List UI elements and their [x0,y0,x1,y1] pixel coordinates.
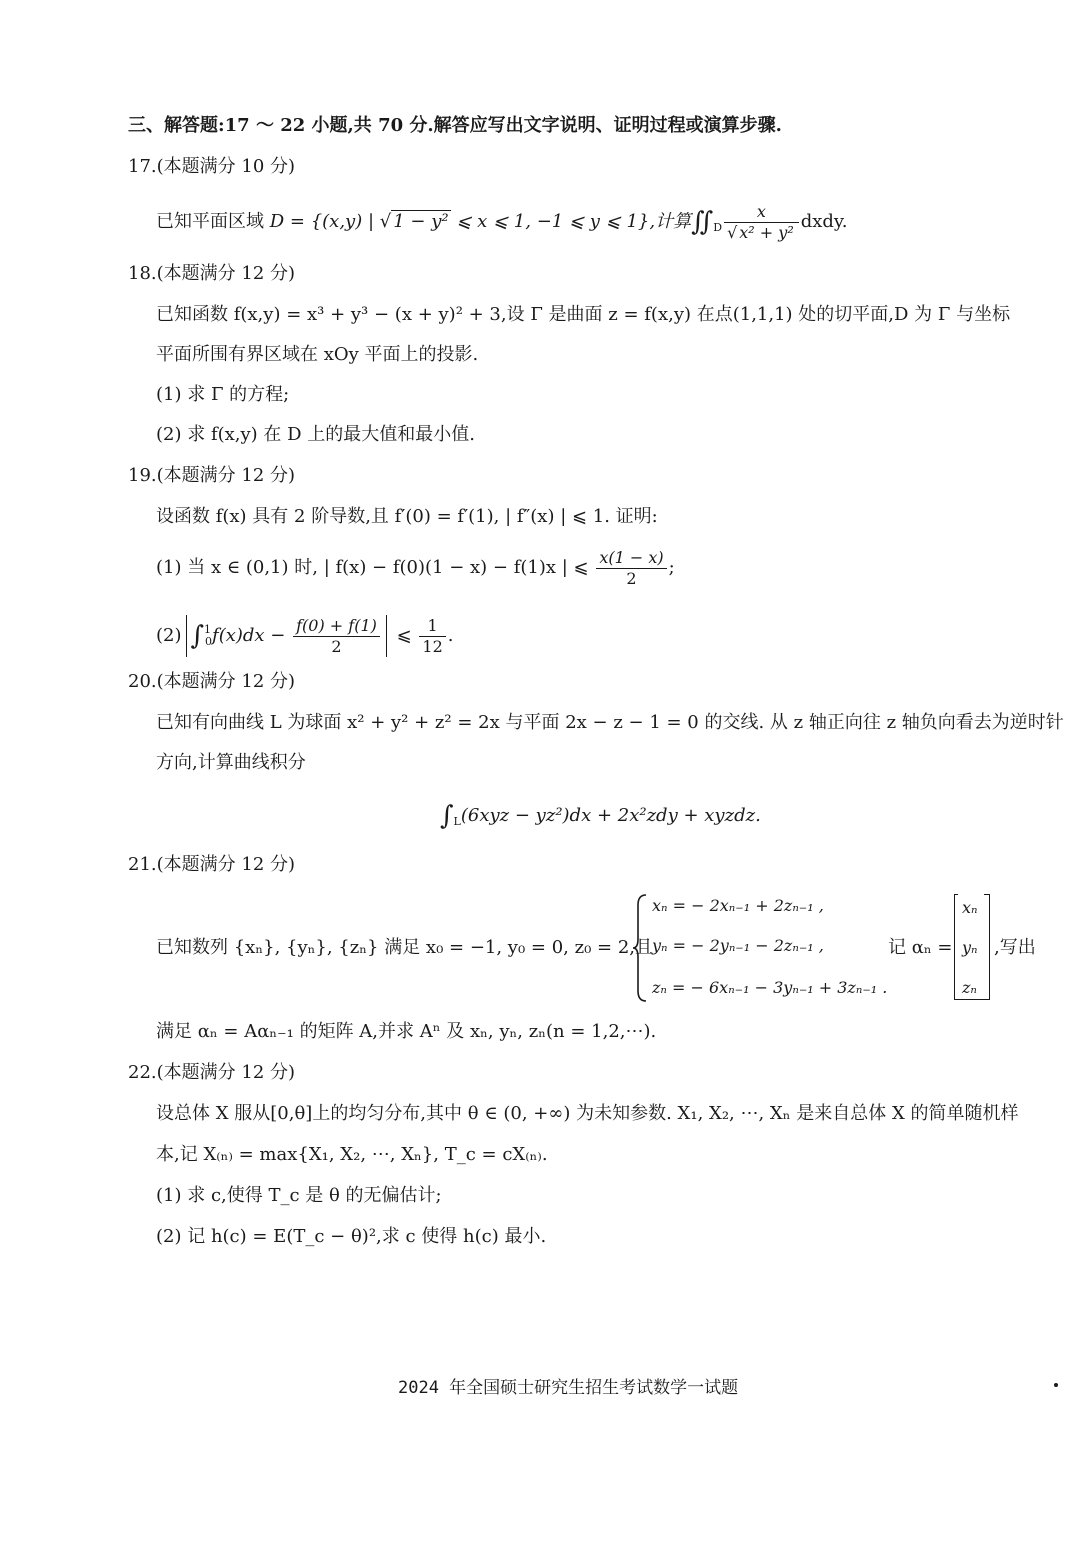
q17-frac-denominator: √ x² + y² [727,222,794,242]
q21-system-brace [632,893,648,1003]
q19-p1-denominator: 2 [626,568,637,588]
q17-text-c: ⩽ x ⩽ 1, −1 ⩽ y ⩽ 1},计算 [450,211,692,232]
q22-line1: 设总体 X 服从[0,θ]上的均匀分布,其中 θ ∈ (0, +∞) 为未知参数. X₁, X₂, ⋯, Xₙ 是来自总体 X 的简单随机样 [156,1103,1019,1124]
footer-title: 2024 年全国硕士研究生招生考试数学一试题 [398,1378,739,1398]
q19-p2-le: ⩽ [390,625,418,646]
q19-p2-fraction [293,616,380,657]
q18-line2: 平面所围有界区域在 xOy 平面上的投影. [156,344,479,365]
q22-part1: (1) 求 c,使得 T_c 是 θ 的无偏估计; [156,1185,442,1206]
q19-p2-rhs-fraction [419,616,445,657]
q21-vector-x: xₙ [962,898,978,917]
q21-text-c: ,写出 [994,937,1036,958]
q17-statement [156,200,847,250]
q20-formula-line [440,796,761,842]
q19-p2-lower-limit: 0 [205,635,213,648]
q17-integral-domain: D [713,221,723,234]
q22-header: 22.(本题满分 12 分) [128,1062,296,1083]
q19-p2-tail: . [447,625,454,646]
q21-system-eq1: xₙ = − 2xₙ₋₁ + 2zₙ₋₁ , [652,896,824,915]
q19-p1-text: (1) 当 x ∈ (0,1) 时, | f(x) − f(0)(1 − x) − f(1)x | ⩽ [156,557,595,578]
q19-p2-integral-sign: ∫ [190,621,205,651]
section-title: 三、解答题:17 ～ 22 小题,共 70 分.解答应写出文字说明、证明过程或演算步骤. [128,115,782,136]
q17-sqrt-content: 1 − y² [393,211,449,232]
q20-integral-sign: ∫ [440,801,454,831]
q19-part1 [156,546,675,590]
q17-text-a: 已知平面区域 [156,211,270,232]
q17-fraction [724,202,799,243]
q17-integral-sign: ∬ [691,207,714,237]
q17-tail: dxdy. [800,211,848,232]
q21-text-b: 记 αₙ = [888,937,953,958]
q22-line2: 本,记 X₍ₙ₎ = max{X₁, X₂, ⋯, Xₙ}, T_c = cX₍ₙ₎. [156,1144,548,1165]
q19-line1: 设函数 f(x) 具有 2 阶导数,且 f′(0) = f′(1), | f″(x) | ⩽ 1. 证明: [156,506,658,527]
q20-line1: 已知有向曲线 L 为球面 x² + y² + z² = 2x 与平面 2x − z − 1 = 0 的交线. 从 z 轴正向往 z 轴负向看去为逆时针 [156,712,1064,733]
q21-text-a: 已知数列 {xₙ}, {yₙ}, {zₙ} 满足 x₀ = −1, y₀ = 0, z₀ = 2,且 [156,937,654,958]
q22-part2: (2) 记 h(c) = E(T_c − θ)²,求 c 使得 h(c) 最小. [156,1226,547,1247]
q21-header: 21.(本题满分 12 分) [128,854,296,875]
q20-header: 20.(本题满分 12 分) [128,671,296,692]
q20-integral-path: L [453,815,461,828]
q19-p1-numerator: x(1 − x) [596,548,666,569]
q19-p2-rhs-denominator: 12 [422,636,443,656]
q21-system-eq2: yₙ = − 2yₙ₋₁ − 2zₙ₋₁ , [652,936,824,955]
q17-frac-numerator: x [724,202,799,223]
q19-header: 19.(本题满分 12 分) [128,465,296,486]
q17-sqrt-sign: √ [379,211,392,232]
q18-part2: (2) 求 f(x,y) 在 D 上的最大值和最小值. [156,424,476,445]
q19-p1-fraction [596,548,666,589]
q18-header: 18.(本题满分 12 分) [128,263,296,284]
footer-dot [1054,1383,1058,1387]
q20-formula: (6xyz − yz²)dx + 2x²zdy + xyzdz. [460,805,761,826]
q19-p2-denominator: 2 [331,636,342,656]
q20-line2: 方向,计算曲线积分 [156,752,306,773]
q19-p2-mid: f(x)dx − [212,625,292,646]
q19-p2-abs-left [186,615,187,657]
q19-p2-rhs-numerator: 1 [419,616,445,637]
q19-p2-abs-right [386,615,387,657]
q19-p2-upper-limit: 1 [204,623,212,636]
q21-vector-y: yₙ [962,938,978,957]
q19-p2-numerator: f(0) + f(1) [293,616,380,637]
q18-part1: (1) 求 Γ 的方程; [156,384,290,405]
q21-system-eq3: zₙ = − 6xₙ₋₁ − 3yₙ₋₁ + 3zₙ₋₁ . [652,978,888,997]
q17-frac-den-sqrt: x² + y² [739,222,794,242]
q19-p1-tail: ; [668,557,675,578]
q18-line1: 已知函数 f(x,y) = x³ + y³ − (x + y)² + 3,设 Γ 是曲面 z = f(x,y) 在点(1,1,1) 处的切平面,D 为 Γ 与坐标 [156,304,1011,325]
q17-text-b: D = {(x,y) | [269,211,380,232]
q21-line2: 满足 αₙ = Aαₙ₋₁ 的矩阵 A,并求 Aⁿ 及 xₙ, yₙ, zₙ(n = 1,2,⋯). [156,1021,657,1042]
q19-part2 [156,606,453,666]
q17-header: 17.(本题满分 10 分) [128,156,296,177]
q21-vector-z: zₙ [962,978,977,997]
q19-p2-label: (2) [156,625,182,646]
